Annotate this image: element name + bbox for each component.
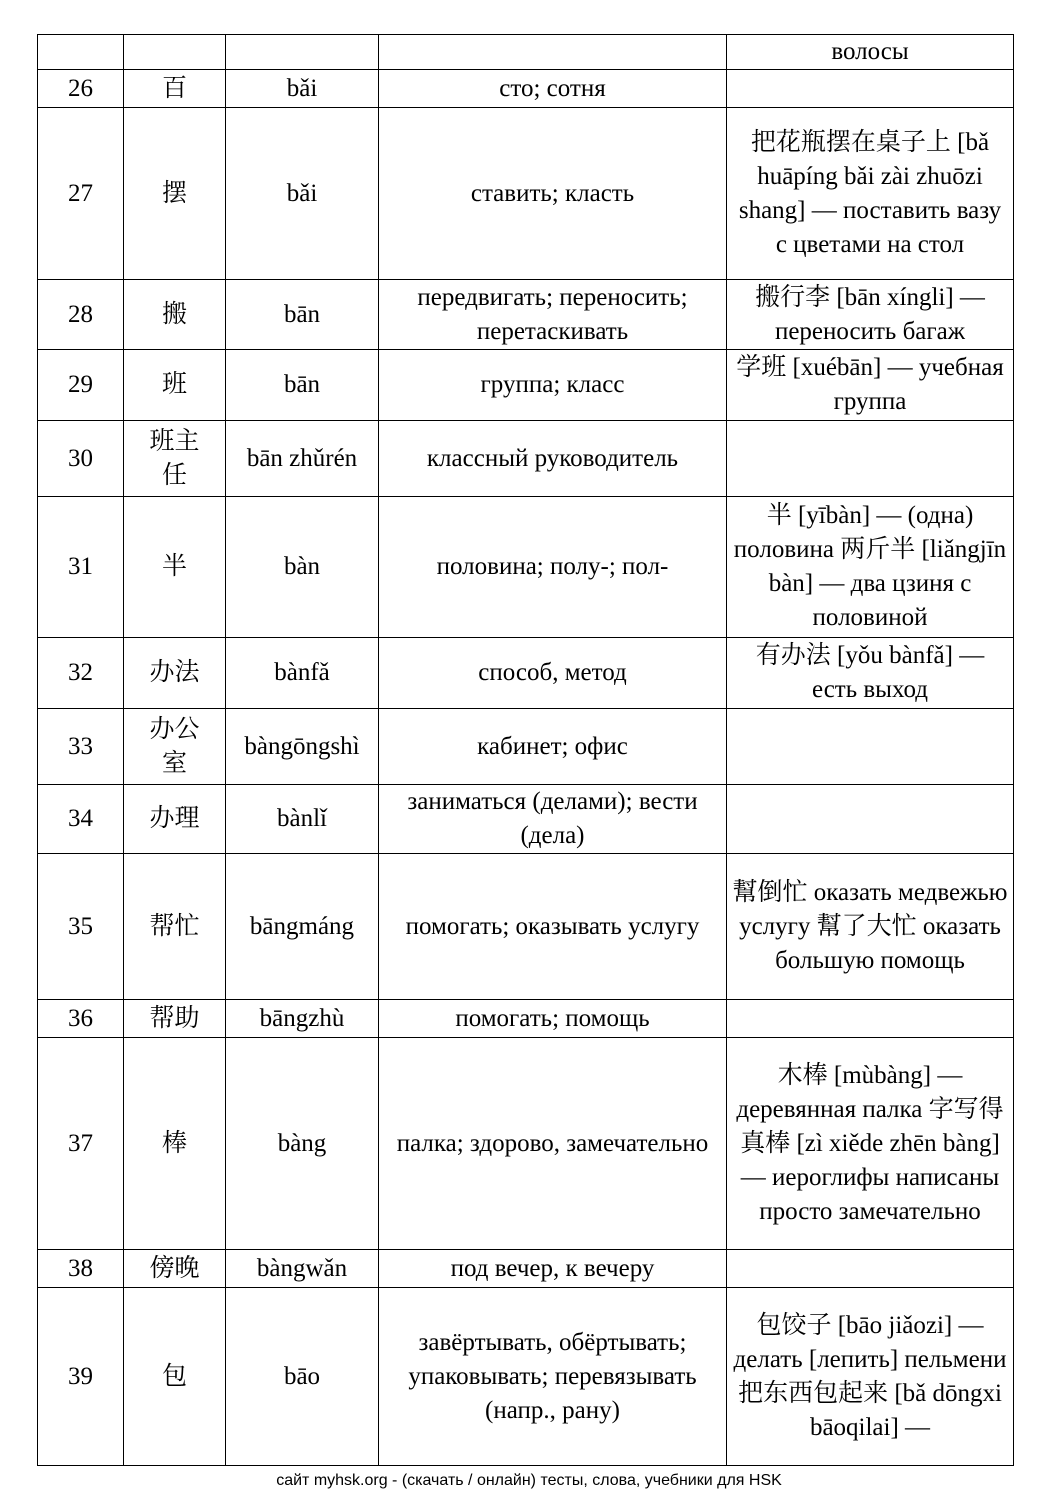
cell-pinyin: bànlǐ [226, 785, 379, 854]
cell-num: 35 [38, 854, 124, 1000]
cell-meaning: завёртывать, обёртывать; упаковывать; перевязывать (напр., рану) [379, 1288, 727, 1466]
cell-example [727, 1250, 1014, 1288]
cell-pinyin: bāngzhù [226, 1000, 379, 1038]
cell-num: 26 [38, 70, 124, 108]
cell-example [727, 709, 1014, 785]
cell-pinyin: bāngmáng [226, 854, 379, 1000]
table-row-continuation [38, 35, 1014, 70]
cell-pinyin: bǎi [226, 70, 379, 108]
cell-pinyin: bān [226, 280, 379, 350]
cell-pinyin: bàng [226, 1038, 379, 1250]
cell-example: 有办法 [yǒu bànfǎ] — есть выход [727, 638, 1014, 709]
cell-example: 包饺子 [bāo jiǎozi] — делать [лепить] пельмени 把东西包起来 [bǎ dōngxi bāoqilai] — [727, 1288, 1014, 1466]
cell-num: 30 [38, 421, 124, 497]
cell-pinyin: bān [226, 350, 379, 421]
cell-num: 39 [38, 1288, 124, 1466]
table-row [38, 785, 1014, 854]
table-row [38, 108, 1014, 280]
cell-num: 28 [38, 280, 124, 350]
table-row [38, 70, 1014, 108]
cell-hanzi: 办理 [124, 785, 226, 854]
table-row [38, 497, 1014, 638]
cell-meaning: классный руководитель [379, 421, 727, 497]
cell-pinyin: bān zhǔrén [226, 421, 379, 497]
page-footer: сайт myhsk.org - (скачать / онлайн) тесты, слова, учебники для HSK [276, 1472, 782, 1489]
cell-meaning: сто; сотня [379, 70, 727, 108]
table-row [38, 638, 1014, 709]
cell-example: 幫倒忙 оказать медвежью услугу 幫了大忙 оказать большую помощь [727, 854, 1014, 1000]
cell-example [727, 1000, 1014, 1038]
table-row [38, 1000, 1014, 1038]
cell-hanzi: 办法 [124, 638, 226, 709]
cell-hanzi: 搬 [124, 280, 226, 350]
cell-pinyin [226, 35, 379, 70]
cell-meaning [379, 35, 727, 70]
table-row [38, 350, 1014, 421]
cell-hanzi [124, 35, 226, 70]
cell-meaning: помогать; оказывать услугу [379, 854, 727, 1000]
cell-meaning: палка; здорово, замечательно [379, 1038, 727, 1250]
cell-example [727, 421, 1014, 497]
table-row [38, 709, 1014, 785]
cell-num: 32 [38, 638, 124, 709]
table-row [38, 1288, 1014, 1466]
cell-num: 34 [38, 785, 124, 854]
cell-hanzi: 帮忙 [124, 854, 226, 1000]
cell-hanzi: 棒 [124, 1038, 226, 1250]
cell-example: 把花瓶摆在桌子上 [bǎ huāpíng bǎi zài zhuōzi shang] — поставить вазу с цветами на стол [727, 108, 1014, 280]
cell-hanzi: 半 [124, 497, 226, 638]
cell-meaning: кабинет; офис [379, 709, 727, 785]
cell-example [727, 70, 1014, 108]
cell-hanzi: 班 [124, 350, 226, 421]
cell-hanzi: 傍晚 [124, 1250, 226, 1288]
cell-hanzi: 百 [124, 70, 226, 108]
cell-pinyin: bāo [226, 1288, 379, 1466]
cell-example: 搬行李 [bān xíngli] — переносить багаж [727, 280, 1014, 350]
cell-num [38, 35, 124, 70]
cell-example: 半 [yībàn] — (одна) половина 两斤半 [liǎngjīn bàn] — два цзиня с половиной [727, 497, 1014, 638]
cell-num: 36 [38, 1000, 124, 1038]
cell-num: 27 [38, 108, 124, 280]
cell-example: 木棒 [mùbàng] — деревянная палка 字写得真棒 [zì xiěde zhēn bàng] — иероглифы написаны просто замечательно [727, 1038, 1014, 1250]
cell-hanzi: 帮助 [124, 1000, 226, 1038]
cell-pinyin: bànfǎ [226, 638, 379, 709]
cell-hanzi: 班主任 [124, 421, 226, 497]
cell-example: волосы [727, 35, 1014, 70]
table-row [38, 854, 1014, 1000]
cell-meaning: способ, метод [379, 638, 727, 709]
vocabulary-table [37, 34, 1014, 1466]
cell-example [727, 785, 1014, 854]
cell-meaning: половина; полу-; пол- [379, 497, 727, 638]
cell-num: 37 [38, 1038, 124, 1250]
table-row [38, 1038, 1014, 1250]
cell-num: 29 [38, 350, 124, 421]
cell-hanzi: 办公室 [124, 709, 226, 785]
cell-hanzi: 摆 [124, 108, 226, 280]
cell-pinyin: bàn [226, 497, 379, 638]
table-row [38, 421, 1014, 497]
cell-meaning: под вечер, к вечеру [379, 1250, 727, 1288]
cell-pinyin: bǎi [226, 108, 379, 280]
table-row [38, 1250, 1014, 1288]
cell-meaning: заниматься (делами); вести (дела) [379, 785, 727, 854]
table-row [38, 280, 1014, 350]
cell-meaning: группа; класс [379, 350, 727, 421]
cell-pinyin: bàngōngshì [226, 709, 379, 785]
cell-num: 33 [38, 709, 124, 785]
cell-meaning: ставить; класть [379, 108, 727, 280]
cell-num: 31 [38, 497, 124, 638]
cell-hanzi: 包 [124, 1288, 226, 1466]
cell-meaning: помогать; помощь [379, 1000, 727, 1038]
cell-meaning: передвигать; переносить; перетаскивать [379, 280, 727, 350]
cell-num: 38 [38, 1250, 124, 1288]
cell-example: 学班 [xuébān] — учебная группа [727, 350, 1014, 421]
cell-pinyin: bàngwǎn [226, 1250, 379, 1288]
